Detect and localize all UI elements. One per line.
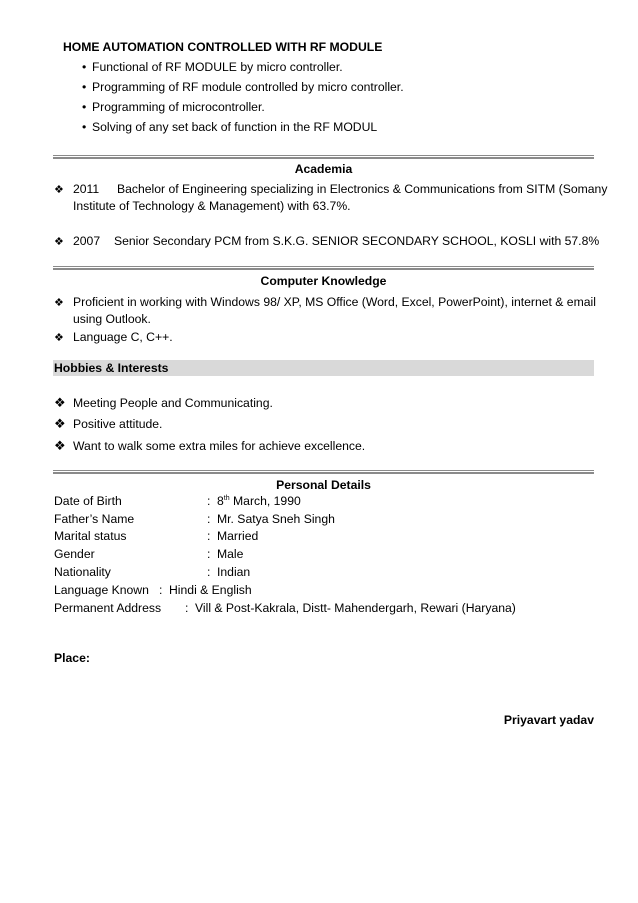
diamond-bullet-icon: ❖ bbox=[54, 332, 64, 344]
section-divider bbox=[53, 155, 594, 159]
address-label: Permanent Address bbox=[54, 601, 162, 615]
place-label: Place: bbox=[54, 651, 90, 665]
list-item: • Programming of RF module controlled by micro controller. bbox=[82, 80, 404, 94]
hobby-item: Want to walk some extra miles for achieve excellence. bbox=[73, 439, 366, 453]
academia-detail: Bachelor of Engineering specializing in Electronics & Communications from SITM (Somany bbox=[117, 182, 608, 196]
list-item: • Solving of any set back of function in the RF MODUL bbox=[82, 120, 378, 134]
list-item: • Functional of RF MODULE by micro controller. bbox=[82, 60, 343, 74]
language-value: Hindi & English bbox=[169, 583, 252, 597]
diamond-bullet-icon: ❖ bbox=[54, 438, 66, 453]
language-label: Language Known bbox=[54, 583, 149, 597]
bullet-icon: • bbox=[82, 120, 87, 134]
dob-label: Date of Birth bbox=[54, 494, 122, 508]
father-value: Mr. Satya Sneh Singh bbox=[217, 512, 335, 526]
marital-label: Marital status bbox=[54, 529, 127, 543]
computer-item-cont: using Outlook. bbox=[73, 312, 151, 326]
computer-item: Proficient in working with Windows 98/ XP, MS Office (Word, Excel, PowerPoint), internet & email bbox=[73, 295, 596, 309]
diamond-bullet-icon: ❖ bbox=[54, 184, 64, 196]
bullet-icon: • bbox=[82, 80, 87, 94]
bullet-icon: • bbox=[82, 60, 87, 74]
nationality-colon: : bbox=[207, 565, 211, 579]
academia-year: 2011 bbox=[73, 182, 100, 196]
hobby-item: Positive attitude. bbox=[73, 417, 163, 431]
marital-value: Married bbox=[217, 529, 259, 543]
diamond-bullet-icon: ❖ bbox=[54, 416, 66, 431]
diamond-bullet-icon: ❖ bbox=[54, 297, 64, 309]
gender-label: Gender bbox=[54, 547, 95, 561]
computer-item: Language C, C++. bbox=[73, 330, 173, 344]
dob-colon: : bbox=[207, 494, 211, 508]
gender-colon: : bbox=[207, 547, 211, 561]
language-colon: : bbox=[159, 583, 163, 597]
computer-heading: Computer Knowledge bbox=[260, 274, 387, 288]
dob-value: 8th March, 1990 bbox=[217, 494, 301, 508]
hobby-item: Meeting People and Communicating. bbox=[73, 396, 273, 410]
personal-heading: Personal Details bbox=[276, 478, 371, 492]
father-colon: : bbox=[207, 512, 211, 526]
list-item: • Programming of microcontroller. bbox=[82, 100, 265, 114]
address-value: Vill & Post-Kakrala, Distt- Mahendergarh, Rewari (Haryana) bbox=[195, 601, 516, 615]
nationality-value: Indian bbox=[217, 565, 251, 579]
marital-colon: : bbox=[207, 529, 211, 543]
section-divider bbox=[53, 470, 594, 474]
hobbies-heading: Hobbies & Interests bbox=[54, 361, 169, 375]
gender-value: Male bbox=[217, 547, 244, 561]
section-divider bbox=[53, 266, 594, 270]
academia-detail: Senior Secondary PCM from S.K.G. SENIOR SECONDARY SCHOOL, KOSLI with 57.8% bbox=[114, 234, 600, 248]
father-label: Father’s Name bbox=[54, 512, 135, 526]
academia-detail-cont: Institute of Technology & Management) with 63.7%. bbox=[73, 199, 351, 213]
project-title: HOME AUTOMATION CONTROLLED WITH RF MODULE bbox=[63, 40, 383, 54]
signature-name: Priyavart yadav bbox=[503, 713, 594, 727]
bullet-icon: • bbox=[82, 100, 87, 114]
nationality-label: Nationality bbox=[54, 565, 111, 579]
address-colon: : bbox=[185, 601, 189, 615]
diamond-bullet-icon: ❖ bbox=[54, 236, 64, 248]
academia-heading: Academia bbox=[294, 162, 353, 176]
diamond-bullet-icon: ❖ bbox=[54, 395, 66, 410]
academia-year: 2007 bbox=[73, 234, 101, 248]
